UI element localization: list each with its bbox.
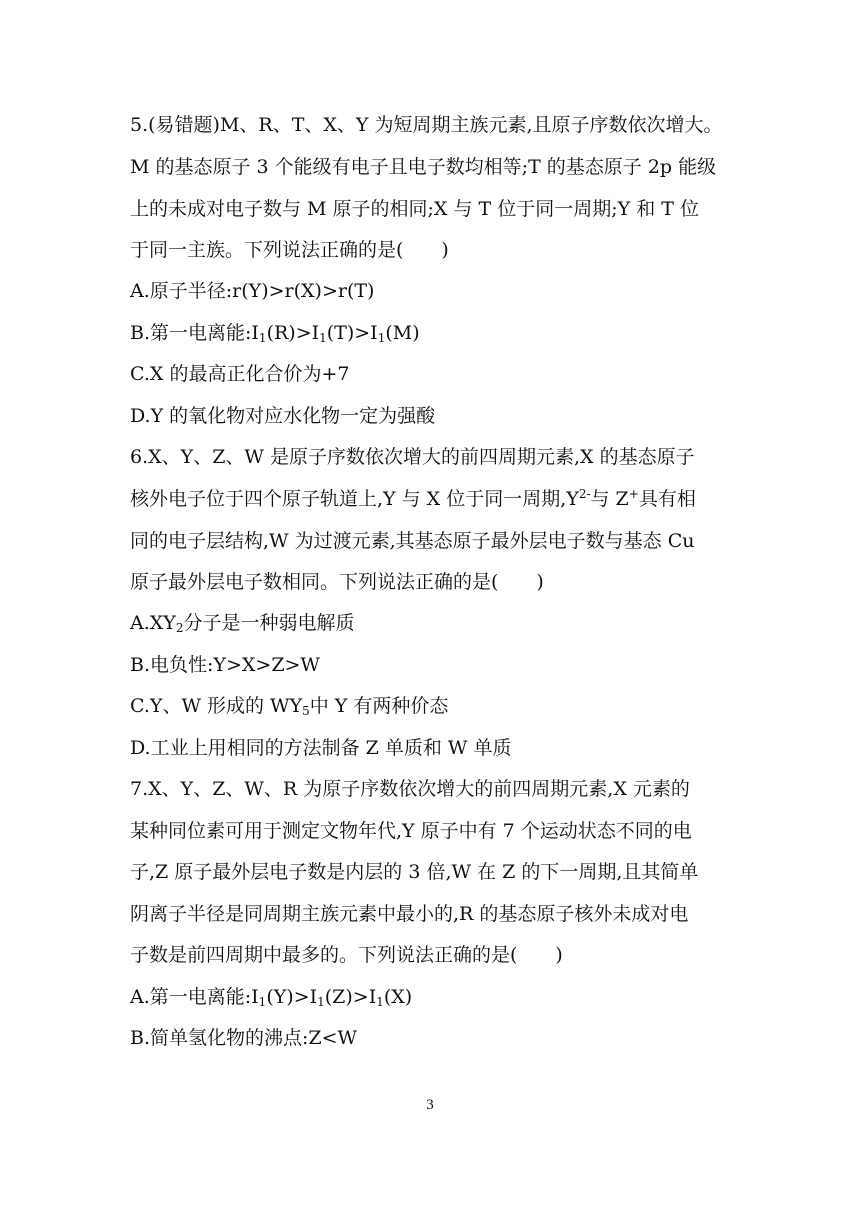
q6-option-c <box>130 694 448 718</box>
text-segment: (M) <box>385 322 420 344</box>
q6-option-a <box>130 611 355 635</box>
q7-stem-line-4: 阴离子半径是同周期主族元素中最小的,R 的基态原子核外未成对电 <box>130 903 689 925</box>
q5-stem-line-3: 上的未成对电子数与 M 原子的相同;X 与 T 位于同一周期;Y 和 T 位 <box>130 198 699 220</box>
q7-option-a <box>130 985 412 1009</box>
subscript: 1 <box>376 995 384 1009</box>
q7-stem-line-2: 某种同位素可用于测定文物年代,Y 原子中有 7 个运动状态不同的电 <box>130 820 692 842</box>
subscript: 1 <box>258 995 267 1009</box>
text-segment: C.Y、W 形成的 WY <box>130 695 303 717</box>
q6-stem-line-1: 6.X、Y、Z、W 是原子序数依次增大的前四周期元素,X 的基态原子 <box>130 446 695 468</box>
q7-stem-line-5: 子数是前四周期中最多的。下列说法正确的是( ) <box>130 944 563 966</box>
text-segment: 核外电子位于四个原子轨道上,Y 与 X 位于同一周期,Y <box>130 488 579 510</box>
subscript: 1 <box>317 995 325 1009</box>
page-number: 3 <box>426 1097 434 1113</box>
text-segment: B.第一电离能:I <box>130 322 259 344</box>
q5-option-b <box>130 321 420 345</box>
text-segment: 具有相 <box>638 488 696 510</box>
subscript: 1 <box>319 331 327 345</box>
q5-option-d: D.Y 的氧化物对应水化物一定为强酸 <box>130 405 436 427</box>
text-segment: 与 Z <box>590 488 629 510</box>
q7-stem-line-1: 7.X、Y、Z、W、R 为原子序数依次增大的前四周期元素,X 元素的 <box>130 778 690 800</box>
subscript: 5 <box>302 704 310 718</box>
text-segment: (Z)>I <box>324 986 377 1008</box>
superscript: + <box>628 487 639 501</box>
q6-stem-line-4: 原子最外层电子数相同。下列说法正确的是( ) <box>130 571 544 593</box>
q6-option-d: D.工业上用相同的方法制备 Z 单质和 W 单质 <box>130 737 512 759</box>
q5-stem-line-1: 5.(易错题)M、R、T、X、Y 为短周期主族元素,且原子序数依次增大。 <box>130 114 723 136</box>
text-segment: A.XY <box>130 612 176 634</box>
subscript: 2 <box>175 621 184 635</box>
q5-stem-line-4: 于同一主族。下列说法正确的是( ) <box>130 239 449 261</box>
text-segment: (R)>I <box>266 322 320 344</box>
text-segment: 分子是一种弱电解质 <box>183 612 355 634</box>
q6-stem-line-2 <box>130 487 696 511</box>
subscript: 1 <box>258 331 267 345</box>
text-segment: (X) <box>383 986 413 1008</box>
q6-stem-line-3: 同的电子层结构,W 为过渡元素,其基态原子最外层电子数与基态 Cu <box>130 530 695 552</box>
text-segment: 中 Y 有两种价态 <box>309 695 449 717</box>
q5-stem-line-2: M 的基态原子 3 个能级有电子且电子数均相等;T 的基态原子 2p 能级 <box>130 156 717 178</box>
subscript: 1 <box>377 331 386 345</box>
text-segment: A.第一电离能:I <box>130 986 259 1008</box>
q5-option-a: A.原子半径:r(Y)>r(X)>r(T) <box>130 280 375 302</box>
text-segment: (T)>I <box>326 322 378 344</box>
q7-option-b: B.简单氢化物的沸点:Z<W <box>130 1027 358 1049</box>
q6-option-b: B.电负性:Y>X>Z>W <box>130 654 320 676</box>
text-segment: (Y)>I <box>266 986 318 1008</box>
superscript: 2- <box>578 487 591 501</box>
q5-option-c: C.X 的最高正化合价为+7 <box>130 363 350 385</box>
q7-stem-line-3: 子,Z 原子最外层电子数是内层的 3 倍,W 在 Z 的下一周期,且其简单 <box>130 861 699 883</box>
